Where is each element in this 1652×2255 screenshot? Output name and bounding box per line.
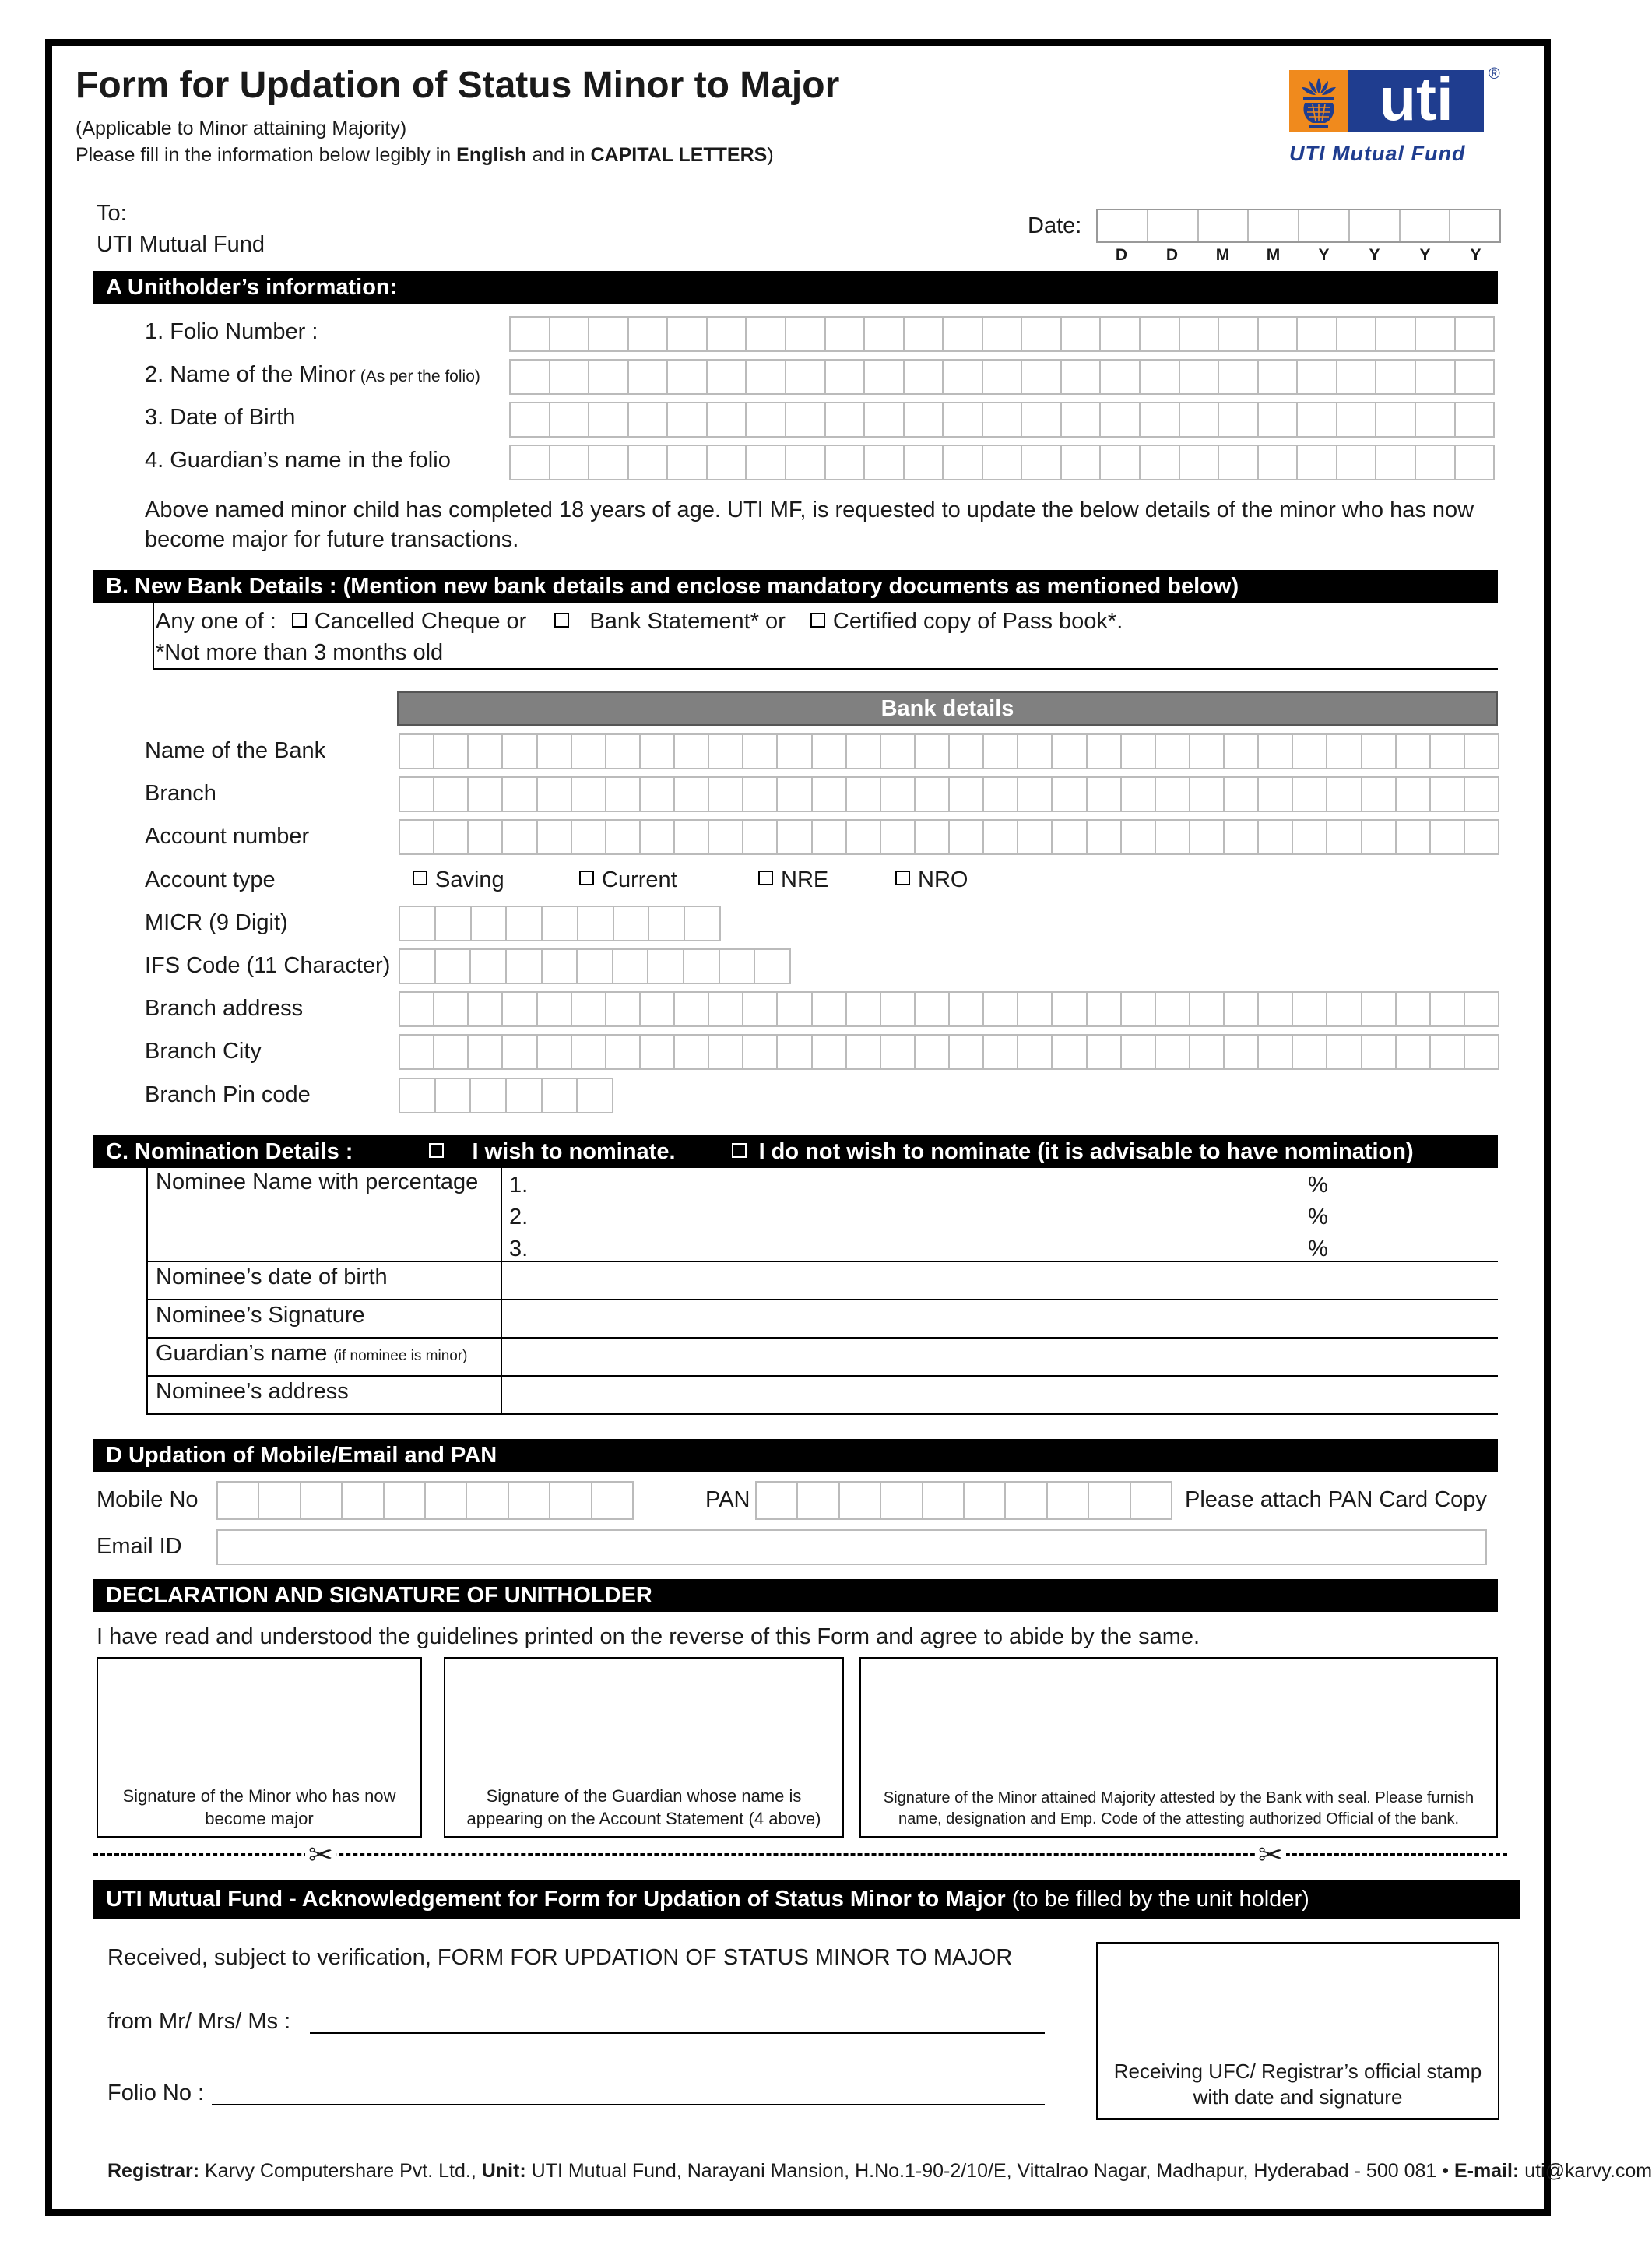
nominee-signature-label: Nominee’s Signature bbox=[156, 1303, 365, 1328]
bank-name-input[interactable] bbox=[399, 733, 1499, 769]
mobile-input[interactable] bbox=[216, 1481, 634, 1520]
row-divider bbox=[146, 1299, 1498, 1300]
registrar-label: Registrar: bbox=[107, 2160, 200, 2182]
registrar-name: Karvy Computershare Pvt. Ltd., bbox=[199, 2160, 482, 2182]
section-b-heading: B. New Bank Details : (Mention new bank details and enclose mandatory documents as mentioned below) bbox=[93, 570, 1498, 603]
micr-label: MICR (9 Digit) bbox=[145, 909, 288, 935]
uti-logo bbox=[1289, 65, 1515, 167]
ifsc-input[interactable] bbox=[399, 948, 791, 984]
declaration-text: I have read and understood the guidelines printed on the reverse of this Form and agree to abide by the same. bbox=[97, 1624, 1200, 1649]
folio-label: Folio No : bbox=[107, 2081, 205, 2105]
guardian-name-input[interactable] bbox=[509, 445, 1495, 480]
divider bbox=[153, 668, 1498, 670]
passbook-option: Certified copy of Pass book*. bbox=[832, 609, 1123, 634]
ifsc-label: IFS Code (11 Character) bbox=[145, 953, 391, 978]
date-letter: Y bbox=[1419, 246, 1431, 264]
account-type-nre[interactable] bbox=[758, 867, 828, 893]
stamp-box[interactable] bbox=[1096, 1942, 1499, 2120]
subtitle-applicable: (Applicable to Minor attaining Majority) bbox=[76, 118, 407, 139]
folio-input[interactable] bbox=[212, 2104, 1045, 2105]
date-letter: M bbox=[1215, 246, 1230, 264]
note-line-1: Above named minor child has completed 18 years of age. UTI MF, is requested to update the below details of the minor who has now bbox=[145, 498, 1474, 522]
date-of-birth-input[interactable] bbox=[509, 402, 1495, 438]
cheque-option: Cancelled Cheque or bbox=[314, 609, 527, 634]
guardian-name-input[interactable] bbox=[502, 1339, 1498, 1374]
received-text: Received, subject to verification, FORM FOR UPDATION OF STATUS MINOR TO MAJOR bbox=[107, 1945, 1013, 1970]
nominee-dob-input[interactable] bbox=[502, 1263, 1498, 1298]
checkbox[interactable] bbox=[895, 871, 910, 885]
to-label: To: bbox=[97, 201, 127, 226]
account-type-saving[interactable] bbox=[413, 867, 504, 893]
row-divider bbox=[146, 1413, 1498, 1415]
form-title: Form for Updation of Status Minor to Major bbox=[76, 65, 840, 106]
nominee-number-1: 1. bbox=[509, 1173, 529, 1198]
row-divider bbox=[146, 1337, 1498, 1339]
row-divider bbox=[146, 1375, 1498, 1377]
minor-name-text: 2. Name of the Minor bbox=[145, 362, 356, 387]
email-label: Email ID bbox=[97, 1534, 182, 1559]
attested-signature-caption: Signature of the Minor attained Majority attested by the Bank with seal. Please furnish name, designation and Emp. Code of the attesting authorized Official of the bank. bbox=[883, 1789, 1474, 1828]
minor-name-input[interactable] bbox=[509, 359, 1495, 395]
guardian-label: Guardian’s name bbox=[156, 1341, 328, 1366]
scissors-icon: ✂ bbox=[1255, 1838, 1286, 1873]
account-type-label: Current bbox=[602, 867, 677, 892]
row-divider bbox=[146, 1261, 1498, 1262]
passbook-checkbox[interactable] bbox=[810, 613, 825, 628]
from-input[interactable] bbox=[310, 2032, 1045, 2034]
document-options bbox=[156, 606, 1123, 668]
guardian-signature-caption: Signature of the Guardian whose name is appearing on the Account Statement (4 above) bbox=[466, 1786, 821, 1828]
ack-subtitle: (to be filled by the unit holder) bbox=[1005, 1887, 1309, 1912]
date-letter: M bbox=[1266, 246, 1281, 264]
stamp-caption: Receiving UFC/ Registrar’s official stamp with date and signature bbox=[1113, 2060, 1482, 2109]
any-one-label: Any one of : bbox=[156, 609, 276, 634]
guardian-note: (if nominee is minor) bbox=[333, 1348, 468, 1364]
date-letter: D bbox=[1115, 246, 1128, 264]
minor-signature-caption: Signature of the Minor who has now become major bbox=[122, 1786, 396, 1828]
date-of-birth-text: 3. Date of Birth bbox=[145, 405, 296, 430]
table-left-border bbox=[146, 1168, 148, 1414]
scissors-icon: ✂ bbox=[305, 1838, 336, 1873]
folio-number-input[interactable] bbox=[509, 316, 1495, 352]
no-nominate-checkbox[interactable] bbox=[732, 1143, 747, 1158]
branch-city-input[interactable] bbox=[399, 1034, 1499, 1070]
from-label: from Mr/ Mrs/ Ms : bbox=[107, 2009, 291, 2034]
pan-label: PAN bbox=[705, 1487, 750, 1512]
folio-number-label bbox=[145, 319, 318, 345]
date-letter: Y bbox=[1318, 246, 1330, 264]
nominee-percent bbox=[1308, 1170, 1328, 1265]
branch-city-label: Branch City bbox=[145, 1039, 262, 1064]
unit-address: UTI Mutual Fund, Narayani Mansion, H.No.1-90-2/10/E, Vittalrao Nagar, Madhapur, Hyderabad - 500 081 • bbox=[525, 2160, 1454, 2182]
minor-name-label bbox=[145, 362, 480, 388]
branch-address-label: Branch address bbox=[145, 996, 304, 1022]
kalash-icon bbox=[1289, 70, 1348, 132]
unit-label: Unit: bbox=[481, 2160, 526, 2182]
guardian-name-label bbox=[156, 1341, 468, 1367]
account-type-nro[interactable] bbox=[895, 867, 968, 893]
date-input[interactable] bbox=[1096, 209, 1501, 243]
addressee bbox=[97, 198, 265, 260]
cheque-checkbox[interactable] bbox=[292, 613, 307, 628]
email-input[interactable] bbox=[216, 1529, 1487, 1565]
nominee-number-3: 3. bbox=[509, 1237, 529, 1261]
ack-title: UTI Mutual Fund - Acknowledgement for Form for Updation of Status Minor to Major bbox=[106, 1887, 1006, 1912]
nominate-option: I wish to nominate. bbox=[472, 1139, 676, 1164]
declaration-heading: DECLARATION AND SIGNATURE OF UNITHOLDER bbox=[93, 1579, 1498, 1612]
bank-name-label: Name of the Bank bbox=[145, 738, 326, 763]
nominee-numbers[interactable] bbox=[509, 1170, 528, 1265]
note-line-2: become major for future transactions. bbox=[145, 527, 519, 552]
account-type-current[interactable] bbox=[579, 867, 677, 893]
date-format bbox=[1096, 246, 1501, 265]
to-name: UTI Mutual Fund bbox=[97, 232, 265, 257]
date-letter: Y bbox=[1470, 246, 1482, 264]
mobile-label: Mobile No bbox=[97, 1487, 199, 1512]
checkbox[interactable] bbox=[579, 871, 594, 885]
guardian-signature-box[interactable] bbox=[444, 1657, 844, 1838]
date-letter: Y bbox=[1369, 246, 1380, 264]
pan-note: Please attach PAN Card Copy bbox=[1185, 1487, 1487, 1512]
registered-mark: ® bbox=[1489, 65, 1500, 83]
email-footer-value[interactable]: uti@karvy.com bbox=[1519, 2160, 1652, 2182]
acknowledgement-heading bbox=[93, 1880, 1520, 1919]
account-type-label: NRO bbox=[918, 867, 968, 892]
percent-1: % bbox=[1308, 1173, 1328, 1198]
branch-input[interactable] bbox=[399, 776, 1499, 812]
nominee-number-2: 2. bbox=[509, 1205, 529, 1230]
checkbox[interactable] bbox=[413, 871, 427, 885]
no-nominate-option: I do not wish to nominate (it is advisable to have nomination) bbox=[758, 1139, 1414, 1164]
statement-option: Bank Statement* or bbox=[589, 609, 786, 634]
nominee-name-label: Nominee Name with percentage bbox=[156, 1170, 479, 1194]
account-type-label: NRE bbox=[781, 867, 829, 892]
section-a-heading: A Unitholder’s information: bbox=[93, 271, 1498, 304]
bank-details-header: Bank details bbox=[397, 691, 1498, 726]
pan-input[interactable] bbox=[755, 1481, 1172, 1520]
branch-label: Branch bbox=[145, 781, 216, 807]
section-d-heading: D Updation of Mobile/Email and PAN bbox=[93, 1439, 1498, 1472]
form-subtitle bbox=[76, 115, 774, 168]
checkbox[interactable] bbox=[758, 871, 773, 885]
branch-pin-label: Branch Pin code bbox=[145, 1082, 311, 1107]
date-of-birth-label bbox=[145, 405, 295, 431]
document-note: *Not more than 3 months old bbox=[156, 640, 444, 665]
attested-signature-box[interactable] bbox=[859, 1657, 1498, 1838]
section-a-note bbox=[145, 495, 1474, 554]
account-type-label: Saving bbox=[435, 867, 504, 892]
branch-address-input[interactable] bbox=[399, 991, 1499, 1027]
nominee-address-label: Nominee’s address bbox=[156, 1379, 349, 1404]
micr-input[interactable] bbox=[399, 906, 721, 941]
date-label: Date: bbox=[1028, 213, 1082, 238]
section-c-title: C. Nomination Details : bbox=[106, 1139, 353, 1164]
logo-name: UTI Mutual Fund bbox=[1289, 142, 1466, 165]
percent-2: % bbox=[1308, 1205, 1328, 1230]
folio-number-text: 1. Folio Number : bbox=[145, 319, 318, 344]
subtitle-instructions: Please fill in the information below legibly in English and in CAPITAL LETTERS) bbox=[76, 144, 774, 166]
percent-3: % bbox=[1308, 1237, 1328, 1261]
minor-name-note: (As per the folio) bbox=[360, 368, 480, 385]
statement-checkbox[interactable] bbox=[554, 613, 569, 628]
guardian-name-label bbox=[145, 448, 451, 473]
nominee-dob-label: Nominee’s date of birth bbox=[156, 1265, 388, 1289]
account-number-label: Account number bbox=[145, 824, 310, 850]
footer-address bbox=[107, 2160, 1652, 2183]
account-number-input[interactable] bbox=[399, 819, 1499, 855]
email-footer-label: E-mail: bbox=[1453, 2160, 1520, 2182]
divider bbox=[153, 603, 154, 670]
nominee-signature-input[interactable] bbox=[502, 1301, 1498, 1336]
date-letter: D bbox=[1165, 246, 1179, 264]
section-c-heading bbox=[93, 1135, 1498, 1168]
guardian-name-text: 4. Guardian’s name in the folio bbox=[145, 448, 451, 473]
nominee-address-input[interactable] bbox=[502, 1377, 1498, 1412]
account-type-label: Account type bbox=[145, 867, 276, 892]
logo-word: uti bbox=[1348, 70, 1484, 132]
nominate-checkbox[interactable] bbox=[429, 1143, 444, 1158]
branch-pin-input[interactable] bbox=[399, 1078, 613, 1113]
minor-signature-box[interactable] bbox=[97, 1657, 422, 1838]
